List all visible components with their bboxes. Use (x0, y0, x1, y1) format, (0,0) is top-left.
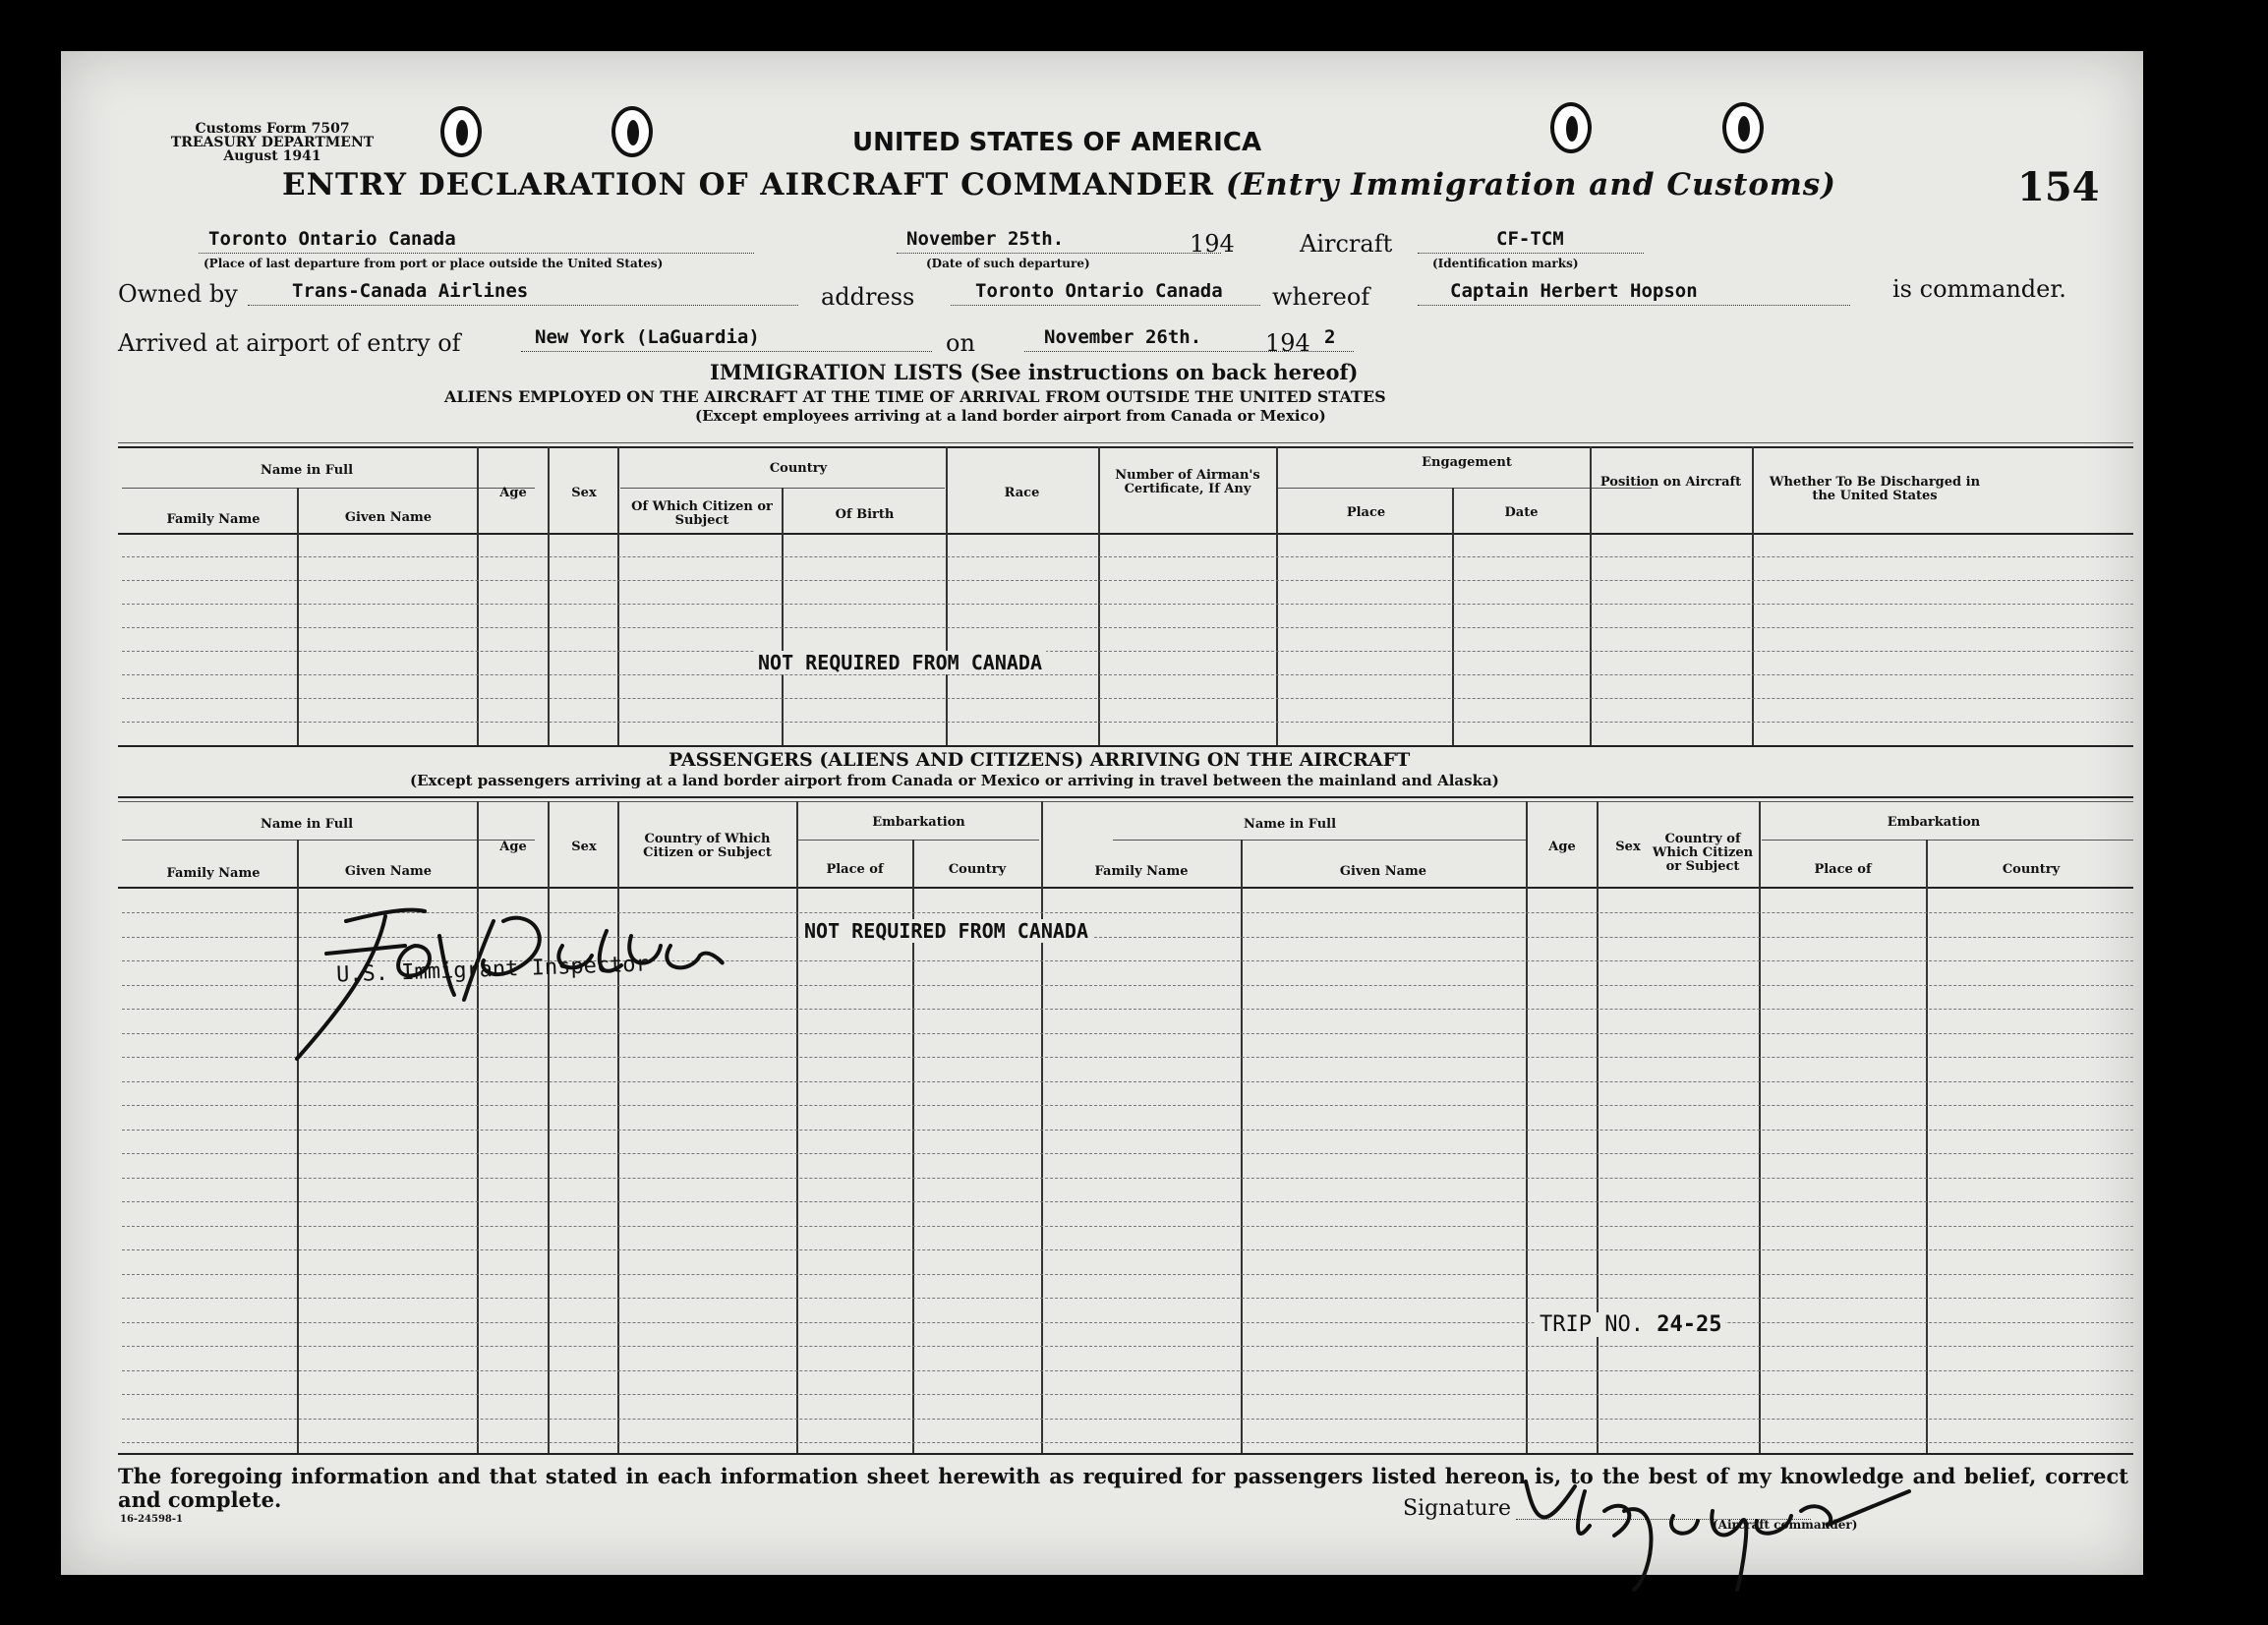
col-place-of-2: Place of (1814, 862, 1872, 877)
table-rule (118, 446, 2133, 448)
row-rule (122, 1419, 2133, 1420)
row-rule (122, 1394, 2133, 1395)
immigration-title-note: (See instructions on back hereof) (969, 360, 1359, 384)
col-citizen-of: Country of Which Citizen or Subject (643, 832, 772, 860)
row-rule (122, 674, 2133, 675)
table-rule (118, 533, 2133, 535)
immigration-title-text: IMMIGRATION LISTS (710, 360, 963, 384)
table-rule (122, 840, 535, 841)
row-rule (122, 651, 2133, 652)
declaration-statement: The foregoing information and that stated in each information sheet herewith as required for passengers listed hereon is, to the best of my knowledge and belief, correct and complete. (118, 1464, 2128, 1512)
form-title-sub: (Entry Immigration and Customs) (1225, 167, 1836, 203)
row-rule (122, 1130, 2133, 1131)
aircraft-id-label: (Identification marks) (1432, 257, 1579, 270)
table-rule (122, 488, 535, 489)
col-name-in-full-2: Name in Full (1243, 817, 1337, 832)
signature-caption: (Aircraft commander) (1713, 1518, 1858, 1532)
table-rule (118, 801, 2133, 802)
departure-date-label: (Date of such departure) (926, 257, 1090, 270)
country-heading: UNITED STATES OF AMERICA (852, 128, 1262, 157)
col-name-in-full: Name in Full (260, 817, 354, 832)
punch-hole (1550, 102, 1592, 153)
column-rule (1526, 801, 1528, 1453)
underline (248, 305, 798, 306)
table-rule (1762, 840, 2133, 841)
col-family-name: Family Name (166, 866, 261, 881)
column-rule (1241, 840, 1243, 1453)
commander-value: Captain Herbert Hopson (1450, 280, 1698, 302)
form-identity (169, 122, 376, 163)
row-rule (122, 604, 2133, 605)
column-rule (297, 488, 299, 745)
departure-date-value: November 25th. (906, 228, 1065, 250)
address-label: address (821, 283, 915, 311)
table-rule (798, 840, 1039, 841)
row-rule (122, 1346, 2133, 1347)
row-rule (122, 580, 2133, 581)
form-department: TREASURY DEPARTMENT (170, 135, 375, 150)
punch-hole (611, 106, 653, 157)
row-rule (122, 1226, 2133, 1227)
row-rule (122, 1105, 2133, 1106)
underline (521, 351, 932, 352)
underline (1024, 351, 1354, 352)
arrival-year-label: 194 (1265, 329, 1310, 357)
col-given-name: Given Name (344, 510, 433, 525)
trip-number (1536, 1312, 1725, 1337)
table-rule (1113, 840, 1526, 841)
trip-value: 24-25 (1657, 1312, 1722, 1337)
passengers-note: (Except passengers arriving at a land border airport from Canada or Mexico or arriving in travel between the mainland and Alaska) (410, 772, 1499, 789)
column-rule (1098, 446, 1100, 745)
col-given-name-2: Given Name (1339, 864, 1427, 879)
punch-hole (440, 106, 482, 157)
table-rule (118, 796, 2133, 798)
col-sex: Sex (571, 840, 597, 854)
column-rule (1041, 801, 1043, 1453)
arrival-date-value: November 26th. (1044, 326, 1202, 348)
col-place-of: Place of (826, 862, 884, 877)
column-rule (782, 488, 784, 745)
col-certificate: Number of Airman's Certificate, If Any (1115, 468, 1260, 496)
departure-place-value: Toronto Ontario Canada (208, 228, 456, 250)
row-rule (122, 556, 2133, 557)
col-embarkation: Embarkation (872, 815, 965, 830)
inspector-title: U.S. Immigrant Inspector (335, 952, 650, 988)
trip-label: TRIP NO. (1540, 1312, 1644, 1337)
col-race: Race (1004, 486, 1040, 500)
underline (897, 253, 1221, 254)
column-rule (1590, 446, 1592, 745)
col-embarkation-2: Embarkation (1887, 815, 1981, 830)
arrival-year-digit: 2 (1324, 326, 1336, 348)
passengers-title: PASSENGERS (ALIENS AND CITIZENS) ARRIVING ON THE AIRCRAFT (669, 749, 1411, 771)
airport-value: New York (LaGuardia) (535, 326, 760, 348)
aircraft-id-value: CF-TCM (1496, 228, 1564, 250)
aliens-note: (Except employees arriving at a land border airport from Canada or Mexico) (695, 407, 1326, 425)
aliens-title: ALIENS EMPLOYED ON THE AIRCRAFT AT THE TIME OF ARRIVAL FROM OUTSIDE THE UNITED STATES (444, 387, 1386, 406)
col-name-in-full: Name in Full (260, 463, 354, 478)
page-number: 154 (2017, 164, 2100, 210)
underline (1418, 305, 1850, 306)
row-rule (122, 722, 2133, 723)
col-citizen-of: Of Which Citizen or Subject (631, 499, 773, 528)
column-rule (1452, 488, 1454, 745)
col-discharged: Whether To Be Discharged in the United States (1769, 475, 1981, 503)
column-rule (1276, 446, 1278, 745)
col-given-name: Given Name (344, 864, 433, 879)
column-rule (1597, 801, 1599, 1453)
row-rule (122, 1442, 2133, 1443)
row-rule (122, 1322, 2133, 1323)
signature-label: Signature (1403, 1496, 1512, 1521)
col-sex-2: Sex (1615, 840, 1641, 854)
form-sheet (61, 51, 2143, 1575)
column-rule (1926, 840, 1928, 1453)
form-title (282, 167, 1836, 203)
column-rule (1752, 446, 1754, 745)
underline (1418, 253, 1644, 254)
owned-by-label: Owned by (118, 280, 238, 308)
col-position: Position on Aircraft (1599, 475, 1742, 490)
col-citizen-of-2: Country of Which Citizen or Subject (1652, 832, 1754, 874)
col-family-name: Family Name (166, 512, 261, 527)
row-rule (122, 1153, 2133, 1154)
form-number: Customs Form 7507 (195, 121, 350, 137)
col-country-2: Country (2002, 862, 2061, 877)
table-rule (118, 442, 2133, 443)
col-age: Age (499, 840, 527, 854)
col-country: Country (948, 862, 1007, 877)
col-engagement: Engagement (1422, 455, 1512, 470)
underline (199, 253, 754, 254)
form-title-main: ENTRY DECLARATION OF AIRCRAFT COMMANDER (282, 167, 1215, 203)
row-rule (122, 1081, 2133, 1082)
form-date: August 1941 (223, 148, 321, 164)
departure-year-label: 194 (1190, 230, 1235, 258)
col-date: Date (1504, 505, 1539, 520)
printer-code: 16-24598-1 (120, 1514, 183, 1525)
departure-place-label: (Place of last departure from port or place outside the United States) (204, 257, 664, 270)
row-rule (122, 1178, 2133, 1179)
column-rule (946, 446, 948, 745)
col-age-2: Age (1548, 840, 1576, 854)
aliens-not-required-stamp: NOT REQUIRED FROM CANADA (754, 651, 1046, 674)
row-rule (122, 1201, 2133, 1202)
table-rule (118, 1453, 2133, 1455)
table-rule (118, 745, 2133, 747)
row-rule (122, 698, 2133, 699)
row-rule (122, 627, 2133, 628)
commander-suffix: is commander. (1892, 275, 2066, 303)
underline (951, 305, 1260, 306)
whereof-label: whereof (1272, 283, 1370, 311)
col-age: Age (499, 486, 527, 500)
row-rule (122, 1274, 2133, 1275)
row-rule (122, 1298, 2133, 1299)
aircraft-label: Aircraft (1300, 230, 1393, 258)
arrived-label: Arrived at airport of entry of (118, 329, 461, 357)
punch-hole (1722, 102, 1764, 153)
col-family-name-2: Family Name (1094, 864, 1189, 879)
col-country: Country (769, 461, 828, 476)
row-rule (122, 1370, 2133, 1371)
immigration-title (710, 360, 1358, 384)
col-sex: Sex (571, 486, 597, 500)
owner-value: Trans-Canada Airlines (292, 280, 529, 302)
passengers-not-required-stamp: NOT REQUIRED FROM CANADA (800, 919, 1092, 943)
on-label: on (946, 329, 975, 357)
column-rule (1759, 801, 1761, 1453)
col-place: Place (1346, 505, 1386, 520)
address-value: Toronto Ontario Canada (975, 280, 1223, 302)
col-of-birth: Of Birth (835, 507, 895, 522)
row-rule (122, 1249, 2133, 1250)
